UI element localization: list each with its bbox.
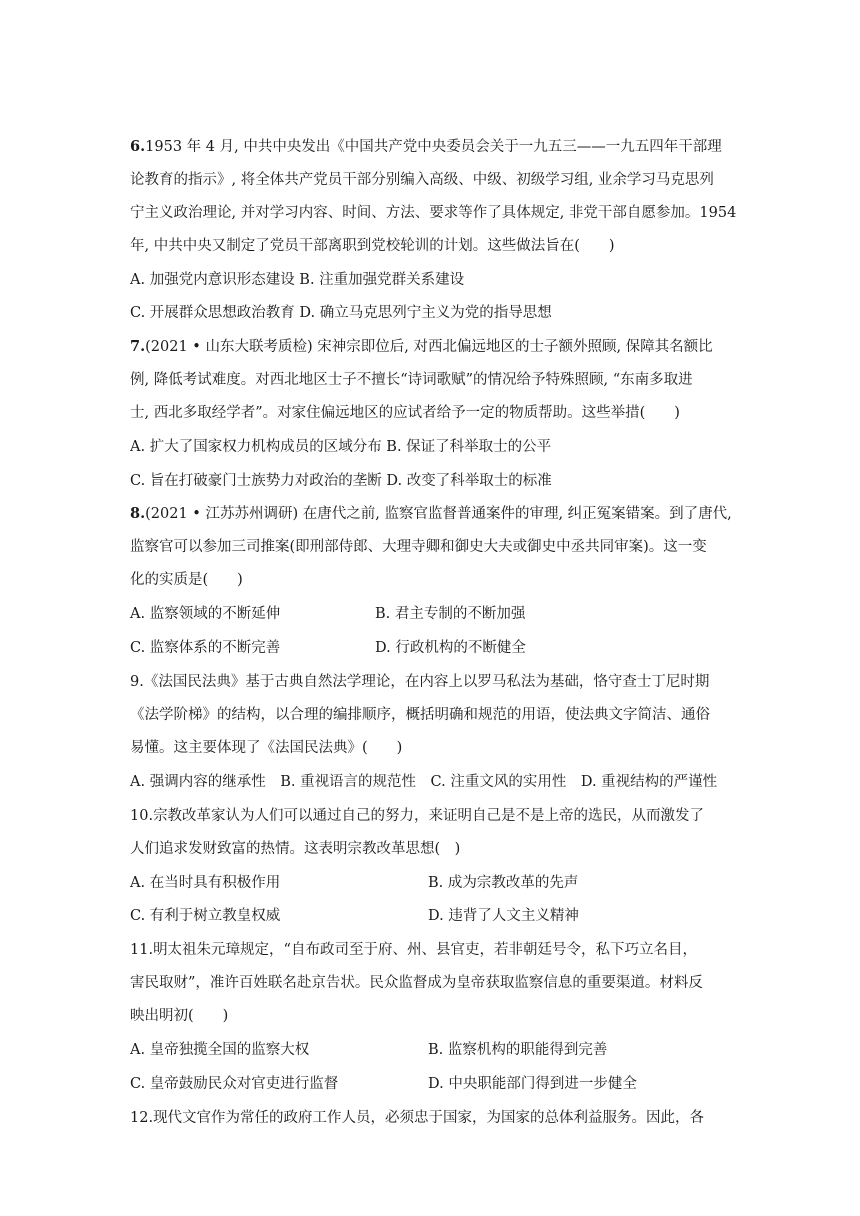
question-10-option-c: C. 有利于树立教皇权威 bbox=[130, 908, 281, 924]
question-11-number: 11. bbox=[130, 942, 154, 958]
question-7-number: 7. bbox=[130, 338, 146, 355]
question-8-number: 8. bbox=[130, 505, 146, 522]
question-6-options-line-1: A. 加强党内意识形态建设 B. 注重加强党群关系建设 bbox=[130, 272, 465, 288]
question-9-line-2: 《法学阶梯》的结构，以合理的编排顺序，概括明确和规范的用语，使法典文字简洁、通俗 bbox=[130, 707, 710, 723]
question-6-number: 6. bbox=[130, 138, 146, 155]
question-7-line-3: 士, 西北多取经学者”。对家住偏远地区的应试者给予一定的物质帮助。这些举措( ) bbox=[130, 405, 680, 421]
question-8-option-a: A. 监察领域的不断延伸 bbox=[130, 606, 281, 622]
question-10-option-d: D. 违背了人文主义精神 bbox=[428, 908, 579, 924]
question-11-option-a: A. 皇帝独揽全国的监察大权 bbox=[130, 1042, 310, 1058]
question-10-option-a: A. 在当时具有积极作用 bbox=[130, 875, 281, 891]
question-8-line-1: 8.(2021 • 江苏苏州调研) 在唐代之前, 监察官监督普通案件的审理, 纠正冤案错案。到了唐代, bbox=[130, 505, 732, 522]
question-12-line-1: 12.现代文官作为常任的政府工作人员，必须忠于国家，为国家的总体利益服务。因此，各 bbox=[130, 1110, 705, 1126]
question-10-number: 10. bbox=[130, 808, 154, 824]
question-11-option-b: B. 监察机构的职能得到完善 bbox=[428, 1042, 608, 1058]
question-7-options-line-2: C. 旨在打破豪门士族势力对政治的垄断 D. 改变了科举取士的标准 bbox=[130, 473, 552, 489]
question-12-number: 12. bbox=[130, 1110, 154, 1126]
question-6-line-4: 年, 中共中央又制定了党员干部离职到党校轮训的计划。这些做法旨在( ) bbox=[130, 238, 615, 254]
question-11-line-2: 害民取财”，准许百姓联名赴京告状。民众监督成为皇帝获取监察信息的重要渠道。材料反 bbox=[130, 975, 703, 991]
question-7-line-1: 7.(2021 • 山东大联考质检) 宋神宗即位后, 对西北偏远地区的士子额外照顾, 保障其名额比 bbox=[130, 338, 713, 355]
question-10-line-1: 10.宗教改革家认为人们可以通过自己的努力，来证明自己是不是上帝的选民，从而激发了 bbox=[130, 808, 705, 824]
question-8-option-d: D. 行政机构的不断健全 bbox=[375, 640, 526, 656]
question-9-number: 9. bbox=[130, 674, 144, 690]
question-6-line-3: 宁主义政治理论, 并对学习内容、时间、方法、要求等作了具体规定, 非党干部自愿参加。1954 bbox=[130, 205, 737, 221]
question-6-options-line-2: C. 开展群众思想政治教育 D. 确立马克思列宁主义为党的指导思想 bbox=[130, 305, 552, 321]
question-9-options-line: A. 强调内容的继承性 B. 重视语言的规范性 C. 注重文风的实用性 D. 重视结构的严谨性 bbox=[130, 774, 718, 790]
question-10-line-2: 人们追求发财致富的热情。这表明宗教改革思想( ) bbox=[130, 841, 461, 857]
question-10-option-b: B. 成为宗教改革的先声 bbox=[428, 875, 579, 891]
question-6-line-2: 论教育的指示》, 将全体共产党员干部分别编入高级、中级、初级学习组, 业余学习马克思列 bbox=[130, 172, 714, 188]
question-11-line-1: 11.明太祖朱元璋规定，“自布政司至于府、州、县官吏，若非朝廷号令，私下巧立名目， bbox=[130, 942, 697, 958]
question-11-line-3: 映出明初( ) bbox=[130, 1008, 229, 1024]
question-7-options-line-1: A. 扩大了国家权力机构成员的区域分布 B. 保证了科举取士的公平 bbox=[130, 439, 552, 455]
question-9-line-1: 9.《法国民法典》基于古典自然法学理论，在内容上以罗马私法为基础，恪守查士丁尼时期 bbox=[130, 674, 710, 690]
question-11-option-c: C. 皇帝鼓励民众对官吏进行监督 bbox=[130, 1076, 339, 1092]
question-9-line-3: 易懂。这主要体现了《法国民法典》( ) bbox=[130, 740, 403, 756]
question-7-line-2: 例, 降低考试难度。对西北地区士子不擅长“诗词歌赋”的情况给予特殊照顾, “东南多取进 bbox=[130, 372, 693, 388]
question-11-option-d: D. 中央职能部门得到进一步健全 bbox=[428, 1076, 637, 1092]
question-8-line-3: 化的实质是( ) bbox=[130, 572, 243, 588]
question-8-line-2: 监察官可以参加三司推案(即刑部侍郎、大理寺卿和御史大夫或御史中丞共同审案)。这一变 bbox=[130, 539, 707, 555]
question-8-option-c: C. 监察体系的不断完善 bbox=[130, 640, 281, 656]
question-6-line-1: 6.1953 年 4 月, 中共中央发出《中国共产党中央委员会关于一九五三——一九五四年干部理 bbox=[130, 138, 722, 155]
question-8-option-b: B. 君主专制的不断加强 bbox=[375, 606, 526, 622]
